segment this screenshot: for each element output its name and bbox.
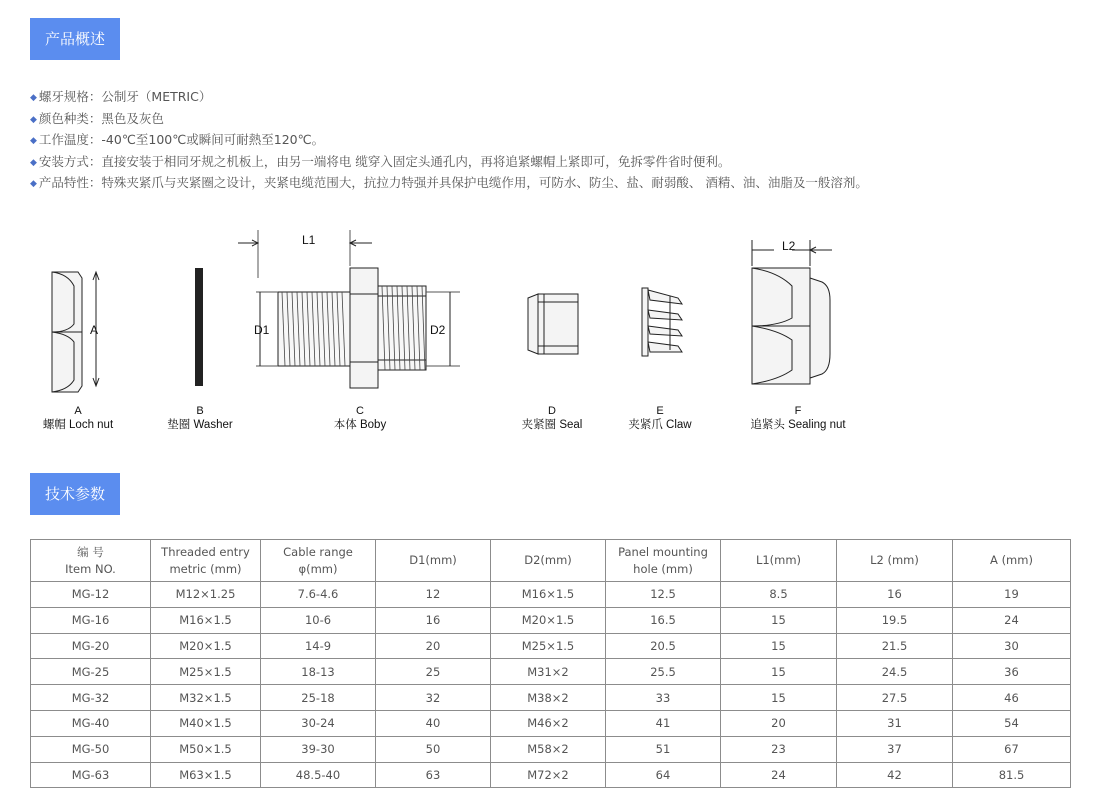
- table-cell: M72×2: [491, 762, 606, 788]
- part-name: 螺帽 Loch nut: [42, 419, 114, 431]
- bullet-diamond-icon: ◆: [30, 93, 37, 103]
- feature-text: 产品特性：特殊夹紧爪与夹紧圈之设计，夹紧电缆范围大，抗拉力特强并具保护电缆作用，可防水、防尘、盐、耐弱酸、 酒精、油、油脂及一般溶剂。: [38, 175, 868, 190]
- column-header-line: Item NO.: [65, 561, 116, 576]
- dim-label-l2: L2: [782, 239, 796, 253]
- table-cell: 37: [837, 736, 953, 762]
- table-cell: M16×1.5: [151, 607, 261, 633]
- feature-text: 颜色种类：黑色及灰色: [38, 110, 164, 126]
- column-header-line: A (mm): [990, 553, 1033, 567]
- table-cell: 12.5: [606, 582, 721, 608]
- table-body: [31, 582, 1071, 788]
- bullet-diamond-icon: ◆: [30, 179, 37, 189]
- table-cell: M58×2: [491, 736, 606, 762]
- specs-table: [30, 539, 1071, 788]
- table-row: [31, 582, 1071, 608]
- table-cell: 21.5: [837, 633, 953, 659]
- column-header: [151, 540, 261, 582]
- part-name: 垫圈 Washer: [167, 419, 233, 431]
- table-cell: 30: [953, 633, 1071, 659]
- part-name: 夹紧爪 Claw: [628, 419, 692, 431]
- part-c-body-drawing: [238, 230, 460, 388]
- table-cell: 19: [953, 582, 1071, 608]
- part-letter: F: [794, 405, 802, 417]
- feature-item: [30, 86, 868, 108]
- table-cell: 41: [606, 710, 721, 736]
- column-header: [261, 540, 376, 582]
- part-letter: D: [548, 405, 556, 417]
- table-cell: 20: [721, 710, 837, 736]
- table-cell: 32: [376, 685, 491, 711]
- table-cell: M12×1.25: [151, 582, 261, 608]
- column-header-line: hole (mm): [633, 561, 693, 576]
- table-row: [31, 685, 1071, 711]
- table-cell: 18-13: [261, 659, 376, 685]
- table-cell: 54: [953, 710, 1071, 736]
- part-letter: A: [74, 405, 82, 417]
- table-row: [31, 762, 1071, 788]
- table-cell: M63×1.5: [151, 762, 261, 788]
- part-letter: E: [656, 405, 664, 417]
- part-e-claw-drawing: [642, 288, 682, 356]
- feature-item: [30, 151, 868, 173]
- table-cell: 16: [837, 582, 953, 608]
- table-cell: 39-30: [261, 736, 376, 762]
- table-cell: 16.5: [606, 607, 721, 633]
- column-header-line: Cable range: [283, 544, 353, 559]
- table-row: [31, 659, 1071, 685]
- section-title-overview: 产品概述: [30, 18, 120, 60]
- table-cell: M38×2: [491, 685, 606, 711]
- column-header-line: L2 (mm): [870, 553, 919, 567]
- column-header: [491, 540, 606, 582]
- feature-text: 工作温度：-40℃至100℃或瞬间可耐熱至120℃。: [38, 132, 325, 147]
- table-cell: 81.5: [953, 762, 1071, 788]
- part-letter: C: [356, 405, 364, 417]
- table-cell: MG-63: [31, 762, 151, 788]
- table-cell: 67: [953, 736, 1071, 762]
- column-header-line: Threaded entry: [161, 544, 250, 559]
- part-letter: B: [196, 405, 204, 417]
- table-cell: 14-9: [261, 633, 376, 659]
- table-cell: 46: [953, 685, 1071, 711]
- table-cell: 12: [376, 582, 491, 608]
- table-cell: 48.5-40: [261, 762, 376, 788]
- table-cell: MG-25: [31, 659, 151, 685]
- parts-diagram: [30, 230, 860, 440]
- table-cell: 19.5: [837, 607, 953, 633]
- column-header-line: φ(mm): [298, 561, 338, 576]
- table-cell: M16×1.5: [491, 582, 606, 608]
- table-cell: 15: [721, 659, 837, 685]
- part-name: 夹紧圈 Seal: [521, 419, 583, 431]
- table-cell: 24.5: [837, 659, 953, 685]
- table-header-row: [31, 540, 1071, 582]
- table-cell: 64: [606, 762, 721, 788]
- column-header: [837, 540, 953, 582]
- column-header: [606, 540, 721, 582]
- table-cell: MG-50: [31, 736, 151, 762]
- table-cell: M32×1.5: [151, 685, 261, 711]
- table-cell: 10-6: [261, 607, 376, 633]
- table-cell: 42: [837, 762, 953, 788]
- table-cell: 24: [721, 762, 837, 788]
- table-cell: 8.5: [721, 582, 837, 608]
- table-cell: 31: [837, 710, 953, 736]
- feature-text: 安装方式：直接安装于相同牙规之机板上，由另一端将电 缆穿入固定头通孔内，再将追紧螺帽上紧即可，免拆零件省时便利。: [38, 153, 731, 169]
- part-b-washer-drawing: [195, 268, 203, 386]
- table-cell: M20×1.5: [491, 607, 606, 633]
- table-cell: 15: [721, 685, 837, 711]
- column-header-line: D1(mm): [409, 553, 457, 567]
- column-header: [376, 540, 491, 582]
- table-cell: M31×2: [491, 659, 606, 685]
- column-header-line: D2(mm): [524, 553, 572, 567]
- table-cell: MG-16: [31, 607, 151, 633]
- table-row: [31, 633, 1071, 659]
- table-cell: M20×1.5: [151, 633, 261, 659]
- part-name: 本体 Boby: [333, 419, 387, 431]
- table-cell: 63: [376, 762, 491, 788]
- table-row: [31, 607, 1071, 633]
- part-d-seal-drawing: [528, 294, 578, 354]
- table-cell: 20: [376, 633, 491, 659]
- column-header-line: Panel mounting: [618, 544, 708, 559]
- dim-label-l1: L1: [302, 233, 316, 247]
- part-name: 追紧头 Sealing nut: [750, 419, 846, 431]
- table-cell: M46×2: [491, 710, 606, 736]
- table-cell: 25.5: [606, 659, 721, 685]
- table-cell: 27.5: [837, 685, 953, 711]
- bullet-diamond-icon: ◆: [30, 114, 37, 125]
- table-cell: M50×1.5: [151, 736, 261, 762]
- column-header: [953, 540, 1071, 582]
- feature-item: [30, 129, 868, 151]
- part-f-sealing-nut-drawing: [752, 240, 832, 384]
- feature-item: [30, 172, 868, 194]
- column-header-line: metric (mm): [169, 561, 242, 576]
- table-cell: 23: [721, 736, 837, 762]
- table-cell: 30-24: [261, 710, 376, 736]
- table-cell: 40: [376, 710, 491, 736]
- table-cell: 25-18: [261, 685, 376, 711]
- column-header: [31, 540, 151, 582]
- bullet-diamond-icon: ◆: [30, 136, 37, 146]
- table-cell: 36: [953, 659, 1071, 685]
- table-cell: 7.6-4.6: [261, 582, 376, 608]
- table-cell: 16: [376, 607, 491, 633]
- table-cell: 15: [721, 607, 837, 633]
- table-cell: MG-12: [31, 582, 151, 608]
- table-cell: 20.5: [606, 633, 721, 659]
- feature-item: [30, 108, 868, 130]
- table-cell: 15: [721, 633, 837, 659]
- table-cell: 24: [953, 607, 1071, 633]
- table-row: [31, 736, 1071, 762]
- section-title-specs: 技术参数: [30, 473, 120, 515]
- table-cell: M25×1.5: [491, 633, 606, 659]
- table-cell: MG-20: [31, 633, 151, 659]
- column-header: [721, 540, 837, 582]
- bullet-diamond-icon: ◆: [30, 157, 37, 168]
- column-header-line: L1(mm): [755, 553, 802, 567]
- table-cell: 50: [376, 736, 491, 762]
- table-cell: MG-32: [31, 685, 151, 711]
- table-cell: 51: [606, 736, 721, 762]
- table-cell: 33: [606, 685, 721, 711]
- feature-text: 螺牙规格：公制牙（METRIC）: [38, 89, 212, 104]
- table-cell: M40×1.5: [151, 710, 261, 736]
- dim-label-a: A: [90, 323, 99, 337]
- dim-label-d1: D1: [254, 323, 270, 337]
- table-cell: MG-40: [31, 710, 151, 736]
- dim-label-d2: D2: [430, 323, 446, 337]
- table-cell: M25×1.5: [151, 659, 261, 685]
- table-cell: 25: [376, 659, 491, 685]
- table-row: [31, 710, 1071, 736]
- column-header-line: 编 号: [77, 544, 104, 559]
- feature-list: [30, 86, 868, 194]
